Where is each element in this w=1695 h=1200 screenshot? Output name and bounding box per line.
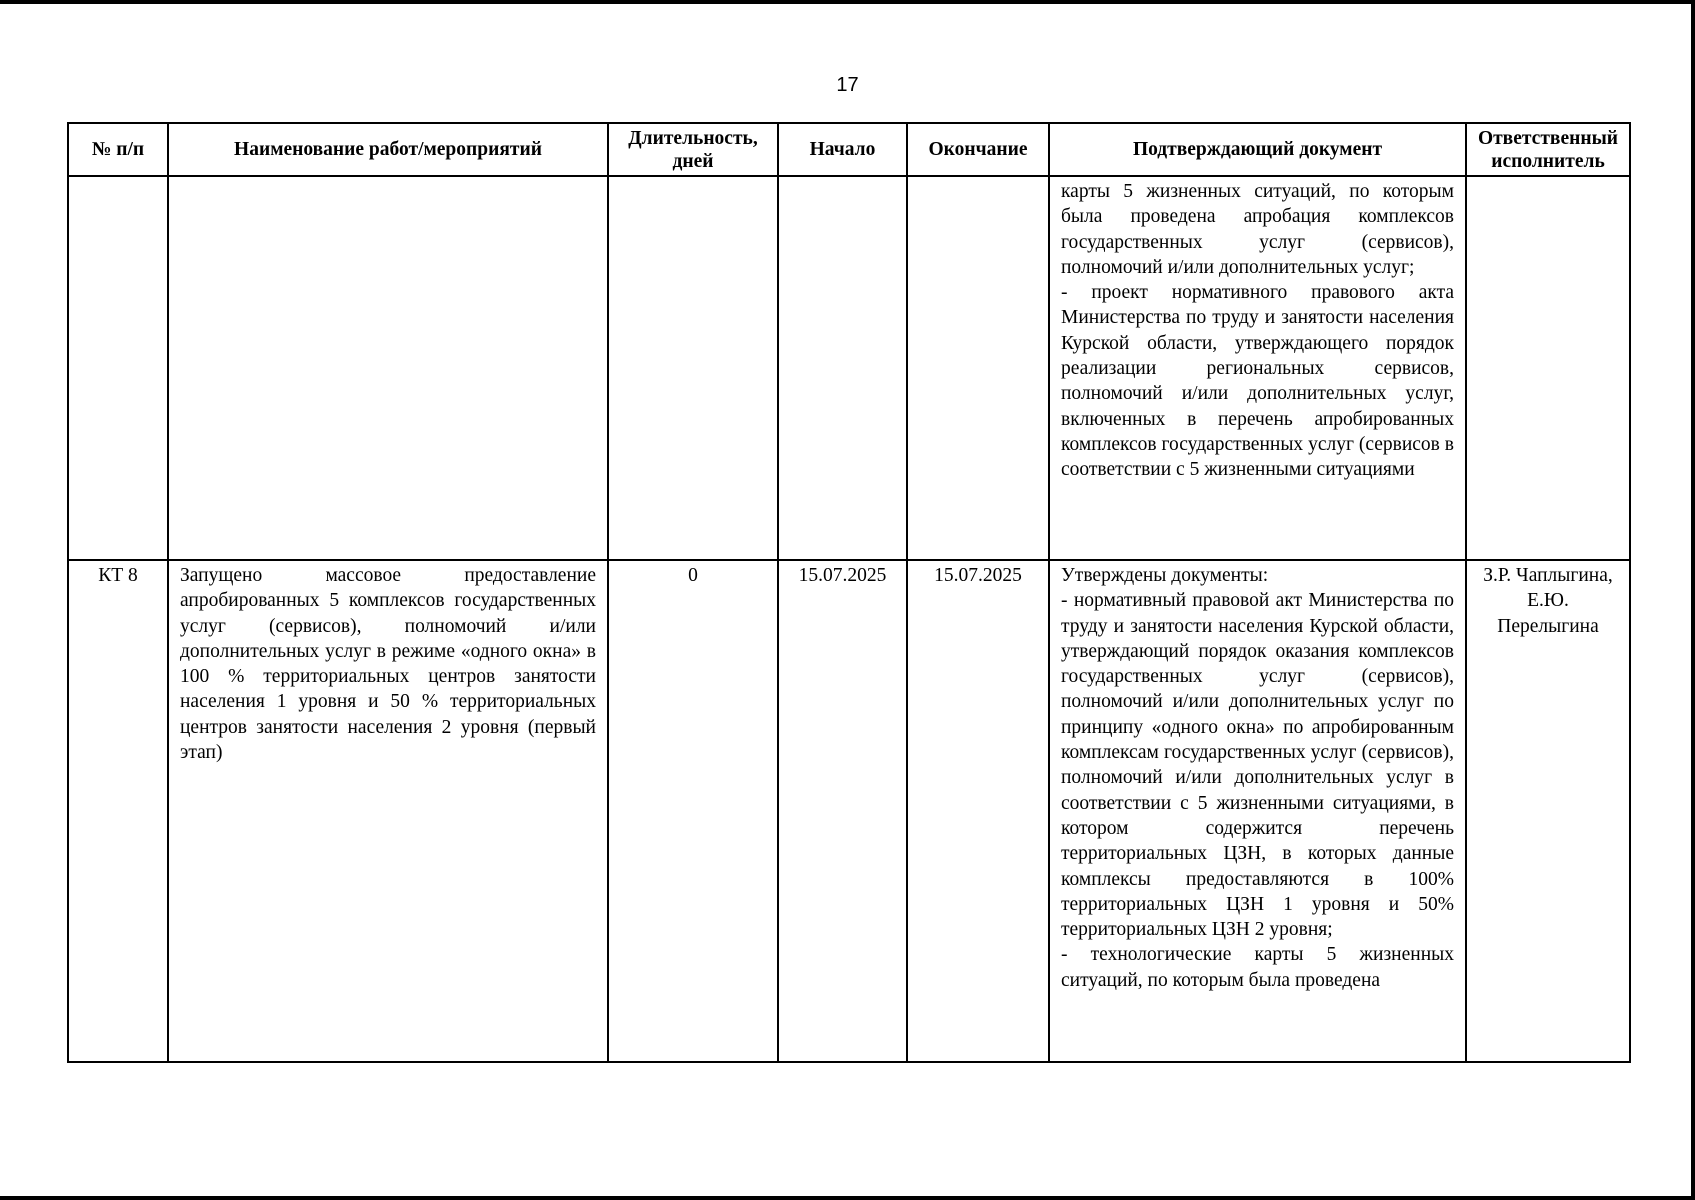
cell-start bbox=[778, 176, 907, 560]
table-row bbox=[68, 176, 1630, 560]
cell-name: Запущено массовое предоставление апробированных 5 комплексов государственных услуг (сервисов), полномочий и/или дополнительных услуг в режиме «одного окна» в 100 % территориальных центров занятости населения 1 уровня и 50 % территориальных центров занятости населения 2 уровня (первый этап) bbox=[168, 560, 608, 1062]
header-responsible: Ответственный исполнитель bbox=[1466, 123, 1630, 176]
document-paragraph: Утверждены документы: bbox=[1061, 565, 1269, 586]
page-number: 17 bbox=[836, 74, 859, 96]
document-paragraph: карты 5 жизненных ситуаций, по которым была проведена апробация комплексов государственных услуг (сервисов), полномочий и/или дополнительных услуг; bbox=[1061, 181, 1454, 278]
document-paragraph: - проект нормативного правового акта Министерства по труду и занятости населения Курской области, утверждающего порядок реализации региональных сервисов, полномочий и/или дополнительных услуг, включенных в перечень апробированных комплексов государственных услуг (сервисов в соответствии с 5 жизненными ситуациями bbox=[1061, 282, 1454, 481]
cell-document bbox=[1049, 176, 1466, 560]
table-header-row bbox=[68, 123, 1630, 176]
cell-responsible bbox=[1466, 176, 1630, 560]
header-document: Подтверждающий документ bbox=[1049, 123, 1466, 176]
header-name: Наименование работ/мероприятий bbox=[168, 123, 608, 176]
table-row bbox=[68, 560, 1630, 1062]
header-start: Начало bbox=[778, 123, 907, 176]
cell-num: КТ 8 bbox=[68, 560, 168, 1062]
cell-end bbox=[907, 176, 1049, 560]
cell-start: 15.07.2025 bbox=[778, 560, 907, 1062]
cell-end: 15.07.2025 bbox=[907, 560, 1049, 1062]
document-paragraph: - нормативный правовой акт Министерства по труду и занятости населения Курской области, утверждающий порядок оказания комплексов государственных услуг (сервисов), полномочий и/или дополнительных услуг по принципу «одного окна» по апробированным комплексам государственных услуг (сервисов), полномочий и/или дополнительных услуг в соответствии с 5 жизненными ситуациями, в котором содержится перечень территориальных ЦЗН, в которых данные комплексы предоставляются в 100% территориальных ЦЗН 1 уровня и 50% территориальных ЦЗН 2 уровня; bbox=[1061, 590, 1454, 941]
header-end: Окончание bbox=[907, 123, 1049, 176]
cell-name bbox=[168, 176, 608, 560]
header-duration: Длительность, дней bbox=[608, 123, 778, 176]
header-num: № п/п bbox=[68, 123, 168, 176]
cell-duration bbox=[608, 176, 778, 560]
cell-num bbox=[68, 176, 168, 560]
cell-responsible: З.Р. Чаплыгина, Е.Ю. Перелыгина bbox=[1466, 560, 1630, 1062]
cell-document bbox=[1049, 560, 1466, 1062]
cell-duration: 0 bbox=[608, 560, 778, 1062]
work-plan-table bbox=[67, 122, 1631, 1063]
document-paragraph: - технологические карты 5 жизненных ситуаций, по которым была проведена bbox=[1061, 944, 1454, 991]
